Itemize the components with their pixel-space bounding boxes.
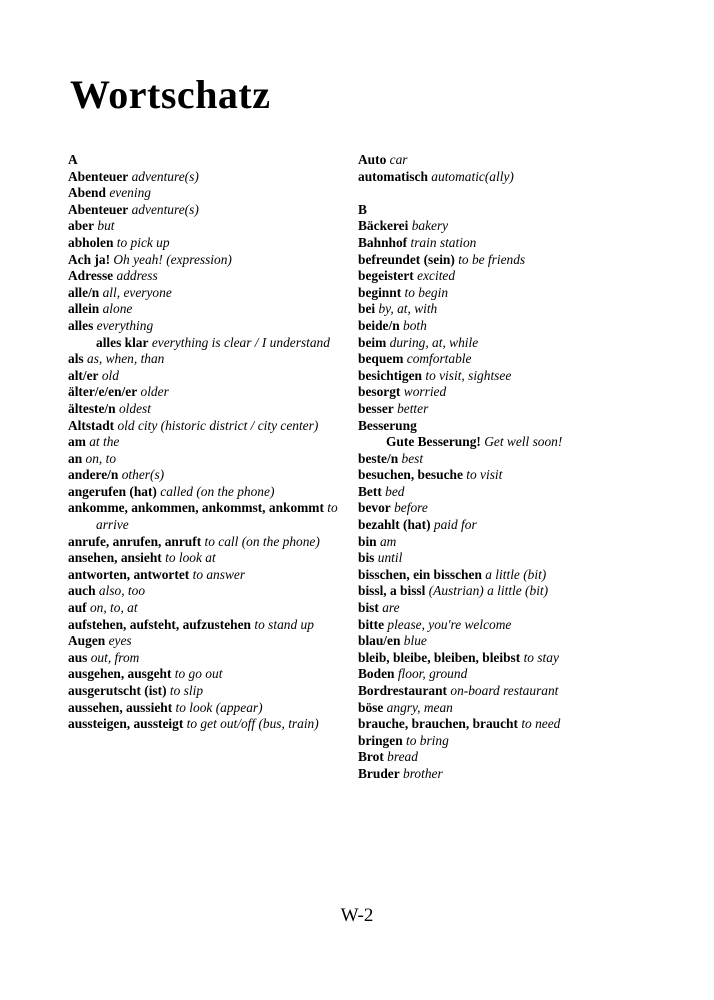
entry-headword: Auto	[358, 152, 387, 167]
entry-definition: car	[389, 152, 408, 167]
entry-definition: better	[397, 400, 429, 416]
glossary-entry	[358, 700, 648, 717]
entry-headword: bissl, a bissl	[358, 583, 426, 599]
entry-headword: andere/n	[68, 467, 119, 483]
entry-headword: allein	[68, 301, 100, 317]
glossary-entry	[358, 650, 648, 667]
entry-definition: a little (bit)	[485, 566, 547, 582]
entry-headword: Bett	[358, 483, 382, 499]
entry-definition: bakery	[411, 218, 449, 234]
entry-headword: an	[68, 450, 83, 466]
entry-headword: besuchen, besuche	[358, 467, 463, 483]
glossary-entry	[358, 749, 648, 766]
entry-headword: Adresse	[68, 268, 114, 284]
entry-headword: als	[68, 351, 84, 367]
glossary-entry	[358, 368, 648, 385]
entry-headword: alt/er	[68, 367, 99, 383]
entry-headword: abholen	[68, 234, 114, 250]
glossary-entry	[358, 666, 648, 683]
glossary-entry	[68, 202, 358, 219]
glossary-entry	[358, 617, 648, 634]
glossary-entry	[358, 550, 648, 567]
entry-headword: beginnt	[358, 284, 402, 300]
glossary-entry	[68, 252, 358, 269]
glossary-column-right	[358, 152, 648, 783]
entry-definition: oldest	[118, 400, 151, 416]
letter-heading: B	[358, 201, 367, 217]
entry-definition: old	[101, 367, 119, 383]
page-folio: W-2	[340, 905, 374, 926]
glossary-entry	[68, 434, 358, 451]
entry-headword: besser	[358, 400, 394, 416]
entry-headword: bleib, bleibe, bleiben, bleibst	[358, 649, 521, 665]
entry-definition: called (on the phone)	[160, 483, 275, 499]
entry-definition: to go out	[174, 666, 223, 682]
entry-definition: to begin	[404, 284, 449, 300]
glossary-entry	[358, 401, 648, 418]
entry-definition: out, from	[90, 649, 140, 665]
glossary-entry	[68, 716, 358, 733]
glossary-entry	[68, 666, 358, 683]
glossary-entry	[358, 252, 648, 269]
glossary-entry	[68, 633, 358, 650]
entry-headword: begeistert	[358, 268, 414, 284]
glossary-entry	[68, 567, 358, 584]
entry-headword: Brot	[358, 749, 384, 765]
glossary-entry	[68, 534, 358, 551]
entry-definition: paid for	[433, 517, 477, 533]
entry-definition: everything	[96, 317, 154, 333]
entry-headword: beim	[358, 334, 387, 350]
entry-headword: Ach ja!	[68, 251, 111, 267]
glossary-entry	[68, 600, 358, 617]
glossary-entry	[68, 451, 358, 468]
entry-headword: aus	[68, 649, 88, 665]
glossary-entry	[358, 733, 648, 750]
entry-headword: Bäckerei	[358, 218, 409, 234]
entry-headword: Abend	[68, 185, 106, 201]
glossary-entry	[358, 534, 648, 551]
entry-headword: beste/n	[358, 450, 399, 466]
entry-definition: to slip	[169, 683, 204, 698]
glossary-entry	[68, 285, 358, 302]
entry-definition: please, you're welcome	[387, 616, 512, 632]
letter-heading: A	[68, 152, 78, 167]
glossary-entry	[68, 351, 358, 368]
entry-definition: floor, ground	[397, 666, 468, 682]
entry-headword: böse	[358, 699, 384, 715]
glossary-entry	[358, 152, 648, 169]
glossary-entry	[68, 401, 358, 418]
entry-headword: bis	[358, 550, 375, 566]
glossary-entry	[358, 418, 648, 435]
entry-headword: Bordrestaurant	[358, 683, 448, 698]
entry-headword: Besserung	[358, 417, 417, 433]
entry-headword: Abenteuer	[68, 201, 129, 217]
entry-definition: automatic(ally)	[431, 168, 514, 184]
entry-headword: Altstadt	[68, 417, 115, 433]
entry-definition: to stay	[523, 649, 559, 665]
glossary-entry	[358, 600, 648, 617]
entry-definition: brother	[403, 765, 443, 781]
entry-headword: auf	[68, 600, 87, 616]
entry-headword: Bruder	[358, 765, 400, 781]
entry-definition: best	[401, 450, 424, 466]
entry-headword: befreundet (sein)	[358, 251, 455, 267]
entry-headword: alle/n	[68, 284, 100, 300]
entry-headword: brauche, brauchen, braucht	[358, 716, 518, 732]
glossary-entry	[358, 716, 648, 733]
glossary-entry	[358, 301, 648, 318]
glossary-entry	[68, 700, 358, 717]
entry-headword: am	[68, 434, 86, 450]
entry-definition: to get out/off (bus, train)	[186, 716, 319, 732]
entry-headword: aber	[68, 218, 95, 234]
glossary-entry	[358, 567, 648, 584]
entry-headword: ausgerutscht (ist)	[68, 683, 167, 698]
entry-headword: antworten, antwortet	[68, 566, 190, 582]
glossary-entry	[68, 169, 358, 186]
glossary-entry	[68, 235, 358, 252]
glossary-entry	[358, 500, 648, 517]
glossary-entry	[358, 351, 648, 368]
glossary-columns	[68, 152, 648, 783]
entry-definition: comfortable	[406, 351, 472, 367]
entry-definition: to pick up	[116, 234, 170, 250]
entry-definition: but	[97, 218, 115, 234]
entry-headword: Boden	[358, 666, 395, 682]
entry-definition: also, too	[98, 583, 146, 599]
entry-headword: Augen	[68, 633, 106, 649]
glossary-entry	[68, 368, 358, 385]
entry-definition: to look at	[165, 550, 216, 566]
entry-definition: alone	[102, 301, 133, 317]
entry-headword: automatisch	[358, 168, 428, 184]
glossary-entry	[358, 766, 648, 783]
entry-headword: Bahnhof	[358, 234, 408, 250]
entry-definition: all, everyone	[102, 284, 172, 300]
entry-definition: old city (historic district / city center)	[117, 417, 319, 433]
entry-definition: bed	[385, 483, 405, 499]
entry-definition: to call (on the phone)	[204, 533, 320, 549]
entry-headword: bisschen, ein bisschen	[358, 566, 482, 582]
entry-definition: (Austrian) a little (bit)	[428, 583, 549, 599]
entry-headword: beide/n	[358, 317, 400, 333]
glossary-entry	[358, 384, 648, 401]
glossary-entry	[68, 683, 358, 700]
entry-definition: other(s)	[121, 467, 165, 483]
entry-headword: bei	[358, 301, 376, 317]
entry-definition: worried	[403, 384, 447, 400]
glossary-entry	[68, 467, 358, 484]
entry-definition: train station	[410, 234, 477, 250]
entry-definition: everything is clear / I understand	[151, 334, 330, 350]
entry-definition: to be friends	[458, 251, 526, 267]
entry-headword: angerufen (hat)	[68, 483, 157, 499]
entry-headword: alles klar	[96, 334, 149, 350]
entry-headword: bevor	[358, 500, 391, 516]
entry-definition: adventure(s)	[131, 168, 199, 184]
entry-definition: angry, mean	[386, 699, 453, 715]
entry-definition: eyes	[108, 633, 132, 649]
entry-definition: excited	[417, 268, 456, 284]
entry-definition: by, at, with	[378, 301, 438, 317]
entry-headword: älter/e/en/er	[68, 384, 138, 400]
entry-headword: bringen	[358, 732, 403, 748]
entry-definition: until	[377, 550, 403, 566]
glossary-column-left	[68, 152, 358, 733]
glossary-entry	[358, 335, 648, 352]
glossary-entry	[358, 268, 648, 285]
entry-headword: besichtigen	[358, 367, 422, 383]
entry-definition: to look (appear)	[175, 699, 263, 715]
entry-definition: bread	[387, 749, 418, 765]
glossary-entry	[68, 185, 358, 202]
glossary-entry	[358, 467, 648, 484]
entry-definition: address	[116, 268, 158, 284]
entry-definition: Get well soon!	[484, 434, 563, 450]
entry-definition: during, at, while	[389, 334, 479, 350]
entry-definition: to arrive	[96, 500, 338, 533]
entry-headword: Gute Besserung!	[386, 434, 481, 450]
entry-headword: blau/en	[358, 633, 401, 649]
entry-definition: am	[379, 533, 397, 549]
entry-headword: bequem	[358, 351, 404, 367]
entry-definition: to bring	[406, 732, 449, 748]
entry-headword: bitte	[358, 616, 385, 632]
glossary-subentry	[358, 434, 648, 451]
entry-definition: adventure(s)	[131, 201, 199, 217]
entry-definition: on, to	[85, 450, 117, 466]
entry-headword: ankomme, ankommen, ankommst, ankommt	[68, 500, 324, 516]
glossary-entry	[358, 517, 648, 534]
glossary-entry	[68, 301, 358, 318]
entry-headword: Abenteuer	[68, 168, 129, 184]
entry-headword: bin	[358, 533, 377, 549]
glossary-entry	[68, 484, 358, 501]
entry-headword: aussehen, aussieht	[68, 699, 173, 715]
glossary-entry	[68, 500, 358, 533]
entry-headword: bezahlt (hat)	[358, 517, 431, 533]
entry-headword: bist	[358, 600, 379, 616]
entry-headword: aussteigen, aussteigt	[68, 716, 184, 732]
glossary-entry	[358, 218, 648, 235]
glossary-subentry	[68, 335, 358, 352]
entry-definition: Oh yeah! (expression)	[113, 251, 232, 267]
entry-definition: to visit	[466, 467, 503, 483]
glossary-entry	[68, 218, 358, 235]
entry-definition: both	[403, 317, 427, 333]
entry-headword: anrufe, anrufen, anruft	[68, 533, 202, 549]
entry-headword: älteste/n	[68, 400, 116, 416]
entry-definition: on, to, at	[89, 600, 138, 616]
entry-definition: older	[140, 384, 169, 400]
entry-definition: blue	[403, 633, 427, 649]
entry-definition: to need	[521, 716, 561, 732]
entry-definition: to visit, sightsee	[425, 367, 512, 383]
column-spacer	[358, 185, 648, 202]
glossary-entry	[358, 451, 648, 468]
entry-headword: auch	[68, 583, 96, 599]
glossary-entry	[358, 169, 648, 186]
entry-definition: before	[394, 500, 428, 516]
entry-headword: ansehen, ansieht	[68, 550, 162, 566]
entry-definition: at the	[89, 434, 120, 450]
entry-definition: to answer	[192, 566, 246, 582]
page-title: Wortschatz	[70, 71, 271, 117]
glossary-entry	[358, 318, 648, 335]
entry-definition: on-board restaurant	[450, 683, 559, 698]
glossary-entry	[358, 484, 648, 501]
entry-headword: ausgehen, ausgeht	[68, 666, 172, 682]
entry-definition: evening	[109, 185, 151, 201]
glossary-entry	[68, 318, 358, 335]
glossary-entry	[68, 418, 358, 435]
glossary-entry	[358, 235, 648, 252]
glossary-entry	[358, 633, 648, 650]
entry-headword: alles	[68, 317, 94, 333]
glossary-entry	[358, 583, 648, 600]
entry-definition: are	[382, 600, 400, 616]
glossary-entry	[358, 683, 648, 700]
entry-definition: to stand up	[254, 616, 314, 632]
entry-headword: aufstehen, aufsteht, aufzustehen	[68, 616, 252, 632]
glossary-entry	[68, 583, 358, 600]
glossary-entry	[68, 650, 358, 667]
glossary-entry	[358, 285, 648, 302]
glossary-entry	[68, 617, 358, 634]
entry-headword: besorgt	[358, 384, 401, 400]
glossary-entry	[68, 268, 358, 285]
glossary-entry	[68, 384, 358, 401]
glossary-entry	[68, 550, 358, 567]
entry-definition: as, when, than	[87, 351, 165, 367]
